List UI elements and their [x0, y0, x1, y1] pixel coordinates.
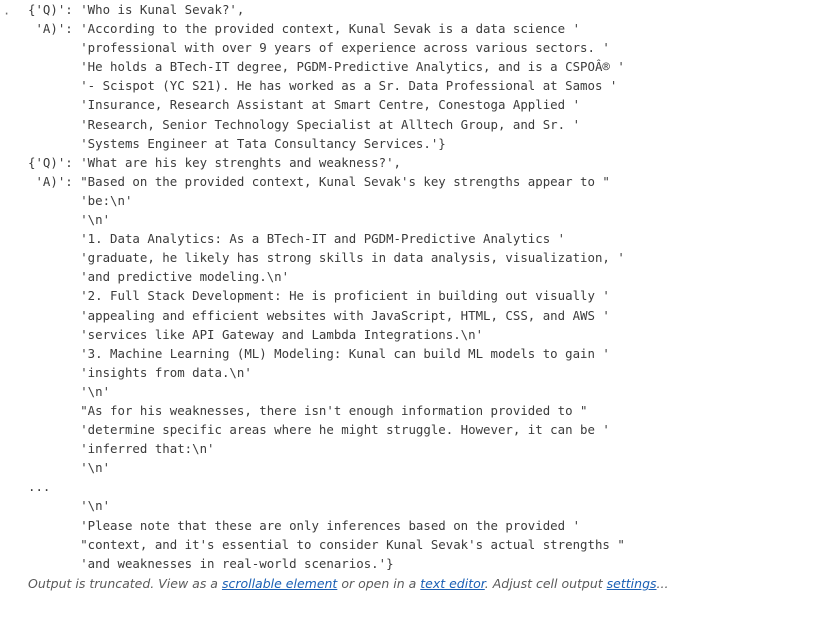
output-line: '\n' — [28, 460, 111, 476]
output-line: 'professional with over 9 years of experience across various sectors. ' — [28, 40, 610, 56]
output-line: 'and predictive modeling.\n' — [28, 269, 290, 285]
output-line: 'inferred that:\n' — [28, 441, 215, 457]
truncation-notice — [28, 576, 668, 591]
output-line: {'Q)': 'What are his key strenghts and weakness?', — [28, 154, 401, 170]
output-line: 'Systems Engineer at Tata Consultancy Services.'} — [28, 135, 446, 151]
footer-ellipsis: ... — [656, 576, 669, 591]
settings-link[interactable]: settings — [606, 576, 657, 591]
output-line: 'services like API Gateway and Lambda Integrations.\n' — [28, 326, 484, 342]
output-line: ... — [28, 479, 51, 495]
output-line: 'be:\n' — [28, 192, 133, 208]
output-line: 'determine specific areas where he might struggle. However, it can be ' — [28, 422, 610, 438]
output-line: 'Insurance, Research Assistant at Smart Centre, Conestoga Applied ' — [28, 97, 581, 113]
output-line: 'A)': 'According to the provided context, Kunal Sevak is a data science ' — [28, 21, 581, 37]
output-line: {'Q)': 'Who is Kunal Sevak?', — [28, 2, 245, 17]
output-line: '- Scispot (YC S21). He has worked as a Sr. Data Professional at Samos ' — [28, 78, 618, 94]
output-line: 'He holds a BTech-IT degree, PGDM-Predictive Analytics, and is a CSPOÂ® ' — [28, 59, 625, 75]
output-line: 'and weaknesses in real-world scenarios.'} — [28, 555, 394, 571]
output-line: '\n' — [28, 212, 111, 228]
output-line: '1. Data Analytics: As a BTech-IT and PGDM-Predictive Analytics ' — [28, 231, 566, 247]
output-line: "As for his weaknesses, there isn't enough information provided to " — [28, 402, 588, 418]
output-bullet: · — [3, 7, 11, 21]
output-line: 'graduate, he likely has strong skills in data analysis, visualization, ' — [28, 250, 625, 266]
output-text — [28, 0, 625, 573]
output-line: '\n' — [28, 383, 111, 399]
text-editor-link[interactable]: text editor — [420, 576, 485, 591]
scrollable-element-link[interactable]: scrollable element — [221, 576, 338, 591]
output-line: 'Please note that these are only inferences based on the provided ' — [28, 517, 581, 533]
output-line: 'insights from data.\n' — [28, 364, 252, 380]
output-line: 'appealing and efficient websites with JavaScript, HTML, CSS, and AWS ' — [28, 307, 610, 323]
truncation-text-middle: or open in a — [337, 576, 421, 591]
output-line: "context, and it's essential to consider Kunal Sevak's actual strengths " — [28, 536, 625, 552]
output-line: '3. Machine Learning (ML) Modeling: Kunal can build ML models to gain ' — [28, 345, 610, 361]
output-line: 'A)': "Based on the provided context, Kunal Sevak's key strengths appear to " — [28, 173, 610, 189]
output-line: 'Research, Senior Technology Specialist at Alltech Group, and Sr. ' — [28, 116, 581, 132]
output-line: '\n' — [28, 498, 111, 514]
output-line: '2. Full Stack Development: He is proficient in building out visually ' — [28, 288, 610, 304]
truncation-text-before: Output is truncated. View as a — [28, 576, 222, 591]
truncation-text-after: . Adjust cell output — [484, 576, 607, 591]
